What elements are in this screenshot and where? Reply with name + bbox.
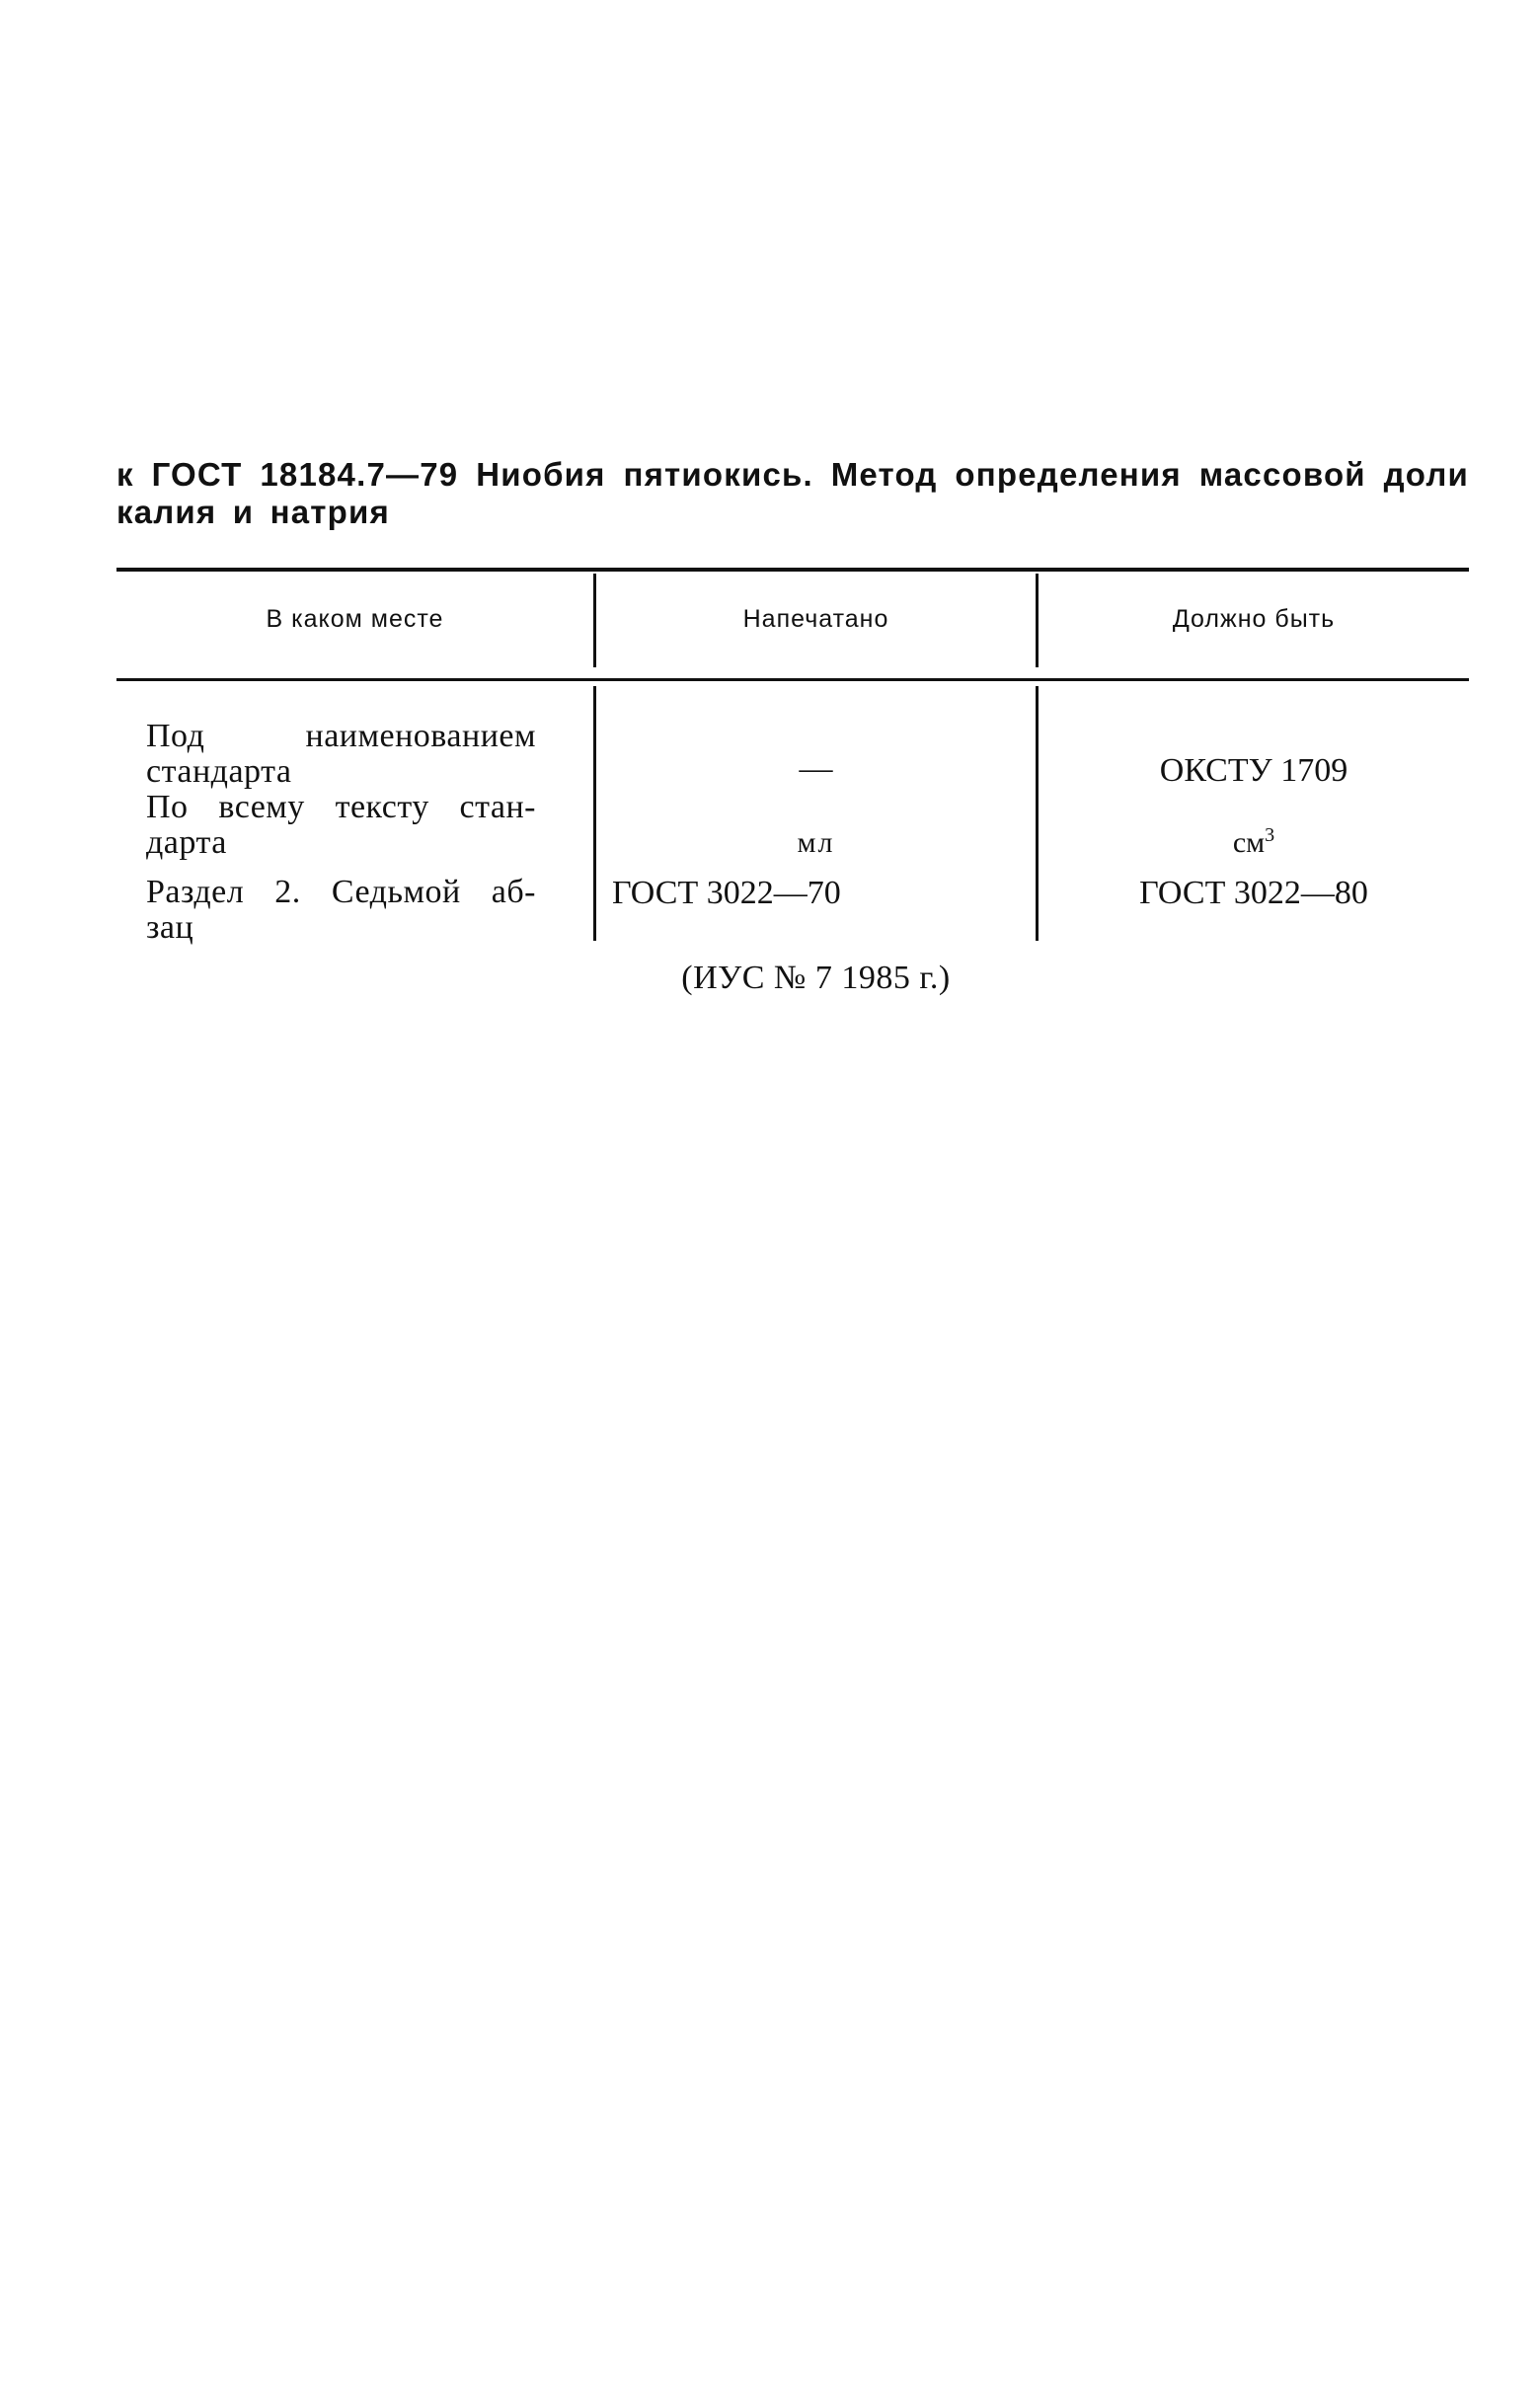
table-row-1-place <box>146 719 536 790</box>
table-row-2-printed: мл <box>797 826 835 859</box>
table-row-3-should-be: ГОСТ 3022—80 <box>1139 875 1368 911</box>
table-row-2-should-be <box>1039 824 1469 862</box>
table-row-1-should-be: ОКСТУ 1709 <box>1159 752 1348 789</box>
place-line: зац <box>146 909 194 946</box>
table-top-rule <box>116 568 1469 572</box>
place-line: стандарта <box>146 753 292 790</box>
table-row-3-printed: ГОСТ 3022—70 <box>612 875 841 911</box>
column-header-should-be: Должно быть <box>1172 605 1336 633</box>
table-row-1-printed: — <box>799 750 833 787</box>
page-title: к ГОСТ 18184.7—79 Ниобия пятиокись. Метод определения массовой доли калия и натрия <box>116 456 1469 530</box>
column-header-place: В каком месте <box>266 605 444 633</box>
unit-superscript: 3 <box>1265 824 1275 846</box>
table-row-2-place <box>146 790 536 861</box>
column-divider <box>593 686 596 941</box>
place-line: По всему тексту стан- <box>146 789 536 825</box>
unit-base: см <box>1232 826 1266 859</box>
place-line: Раздел 2. Седьмой аб- <box>146 874 536 910</box>
table-header-rule <box>116 678 1469 681</box>
column-header-printed: Напечатано <box>742 605 889 633</box>
source-note: (ИУС № 7 1985 г.) <box>681 960 951 996</box>
place-line: Под наименованием <box>146 718 536 754</box>
table-row-3-place <box>146 875 536 946</box>
place-line: дарта <box>146 824 227 861</box>
